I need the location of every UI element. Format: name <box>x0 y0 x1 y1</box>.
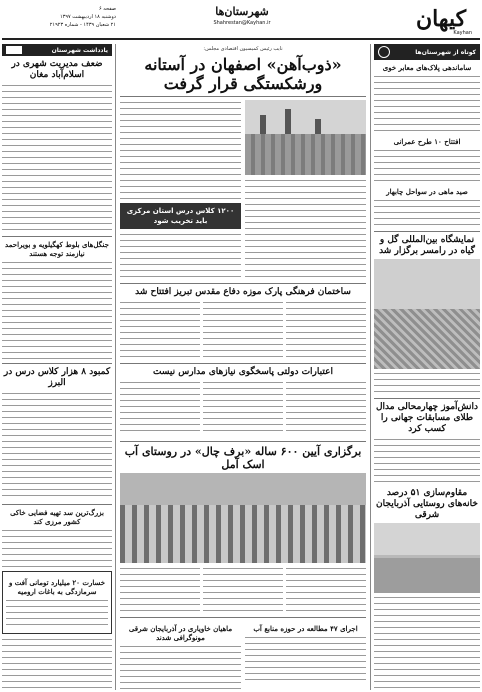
right-headline-5: دانش‌آموز چهارمحالی مدال طلای مسابقات جهانی را کسب کرد <box>375 402 479 434</box>
main-story-right <box>120 100 241 280</box>
divider <box>374 231 480 232</box>
issue-info <box>6 5 116 29</box>
right-text-1 <box>374 74 480 134</box>
box-icon <box>6 46 22 54</box>
right-text-5 <box>374 437 480 485</box>
snow-ceremony-photo <box>120 473 366 563</box>
newspaper-logo: کیهان <box>415 6 467 32</box>
story4-headline: برگزاری آیین ۶۰۰ ساله «برف چال» در روستای آب اسک آمل <box>124 445 362 471</box>
right-text-4 <box>374 371 480 395</box>
village-photo <box>374 523 480 593</box>
right-column <box>370 44 480 690</box>
right-headline-1: ساماندهی پلاک‌های معابر خوی <box>382 63 472 72</box>
note-tag: یادداشت شهرستان <box>2 44 112 56</box>
divider <box>120 283 366 284</box>
main-kicker: نایب رئیس کمیسیون اقتصادی مجلس: <box>203 46 283 52</box>
divider <box>2 504 112 505</box>
right-headline-2: افتتاح ۱۰ طرح عمرانی <box>393 137 461 146</box>
story3-headline: اعتبارات دولتی پاسخگوی نیازهای مدارس نیست <box>153 367 333 377</box>
section-email: Shahrestan@Kayhan.ir <box>213 20 271 26</box>
left-column <box>2 44 116 690</box>
masthead <box>2 2 480 40</box>
main-headline: «ذوب‌آهن» اصفهان در آستانه ورشکستگی قرار گرفت <box>144 55 342 93</box>
left-headline-2: جنگل‌های بلوط کهگیلویه و بویراحمد نیازمند توجه هستند <box>5 240 109 258</box>
divider <box>2 236 112 237</box>
right-text-3 <box>374 198 480 228</box>
right-text-6 <box>374 595 480 690</box>
left-headline-5: خسارت ۲۰ میلیارد تومانی آفت و سرمازدگی به باغات ارومیه <box>8 578 106 596</box>
right-headline-4: نمایشگاه بین‌المللی گل و گیاه در رامسر برگزار شد <box>379 235 475 256</box>
issue-date: دوشنبه ۱۸ اردیبهشت ۱۳۹۷ <box>59 14 116 20</box>
divider <box>120 96 366 97</box>
issue-number: ۲۱ شعبان ۱۴۳۹ - شماره ۲۱۹۲۳ <box>49 22 116 28</box>
left-headline-1: ضعف مدیریت شهری در اسلام‌آباد مغان <box>11 59 103 80</box>
section-title: شهرستان‌ها <box>215 5 269 18</box>
short-news-tag: کوتاه از شهرستان‌ها <box>374 44 480 60</box>
story2-headline: ساختمان فرهنگی پارک موزه دفاع مقدس تبریز افتتاح شد <box>135 287 351 297</box>
divider <box>374 398 480 399</box>
right-headline-6: مقاوم‌سازی ۵۱ درصد خانه‌های روستایی آذربایجان شرقی <box>376 488 478 520</box>
left-boxed-story <box>2 571 112 634</box>
classroom-box: ۱۲۰۰ کلاس درس استان مرکزی باید تخریب شود <box>120 203 241 229</box>
left-headline-4: بزرگ‌ترین سد تهیه فضایی خاکی کشور مرزی کند <box>10 508 104 526</box>
story5-headline: ماهیان خاویاری در آذربایجان شرقی مونوگرافی شدند <box>128 624 233 642</box>
divider <box>120 363 366 364</box>
flower-photo <box>374 259 480 369</box>
page-number: صفحه ۶ <box>99 6 116 12</box>
divider <box>120 617 366 618</box>
main-story <box>120 100 366 280</box>
globe-icon <box>378 46 390 58</box>
left-headline-3: کمبود ۸ هزار کلاس درس در البرز <box>3 367 111 388</box>
logo-subtitle: Kayhan <box>453 30 472 36</box>
center-column <box>120 44 366 690</box>
divider <box>120 441 366 442</box>
right-headline-3: صید ماهی در سواحل چابهار <box>386 187 468 196</box>
story6-headline: اجرای ۴۷ مطالعه در حوزه منابع آب <box>253 624 358 633</box>
right-text-2 <box>374 148 480 184</box>
steel-plant-photo <box>245 100 366 175</box>
main-story-left <box>245 100 366 280</box>
divider <box>2 363 112 364</box>
newspaper-page <box>2 2 480 690</box>
